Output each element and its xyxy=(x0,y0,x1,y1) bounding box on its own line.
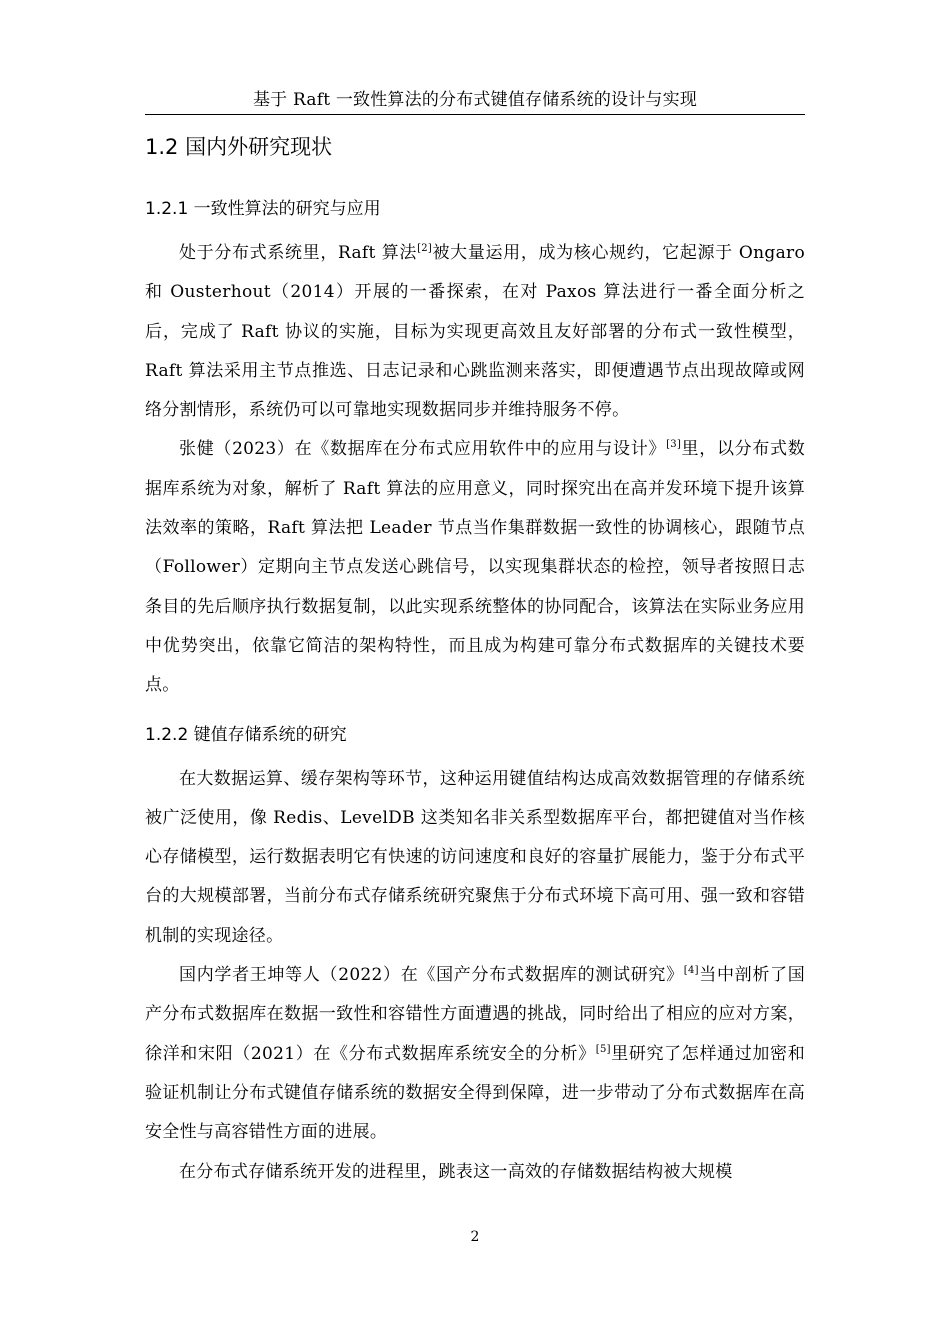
paragraph-text: 在大数据运算、缓存架构等环节，这种运用键值结构达成高效数据管理的存储系统被广泛使用，像 Redis、LevelDB 这类知名非关系型数据库平台，都把键值对当作核心存储模型，运行数据表明它有快速的访问速度和良好的容量扩展能力，鉴于分布式平台的大规模部署，当前分布式存储系统研究聚焦于分布式环境下高可用、强一致和容错机制的实现途径。 xyxy=(145,768,805,946)
paragraph-text: 在分布式存储系统开发的进程里，跳表这一高效的存储数据结构被大规模 xyxy=(179,1161,733,1182)
subsection-heading-2: 1.2.2 键值存储系统的研究 xyxy=(145,724,347,745)
paragraph-text: 当中剖析了国产分布式数据库在数据一致性和容错性方面遭遇的挑战，同时给出了相应的应对方案，徐洋和宋阳（2021）在《分布式数据库系统安全的分析》 xyxy=(145,965,805,1064)
running-header: 基于 Raft 一致性算法的分布式键值存储系统的设计与实现 xyxy=(252,90,698,110)
paragraph-text: 处于分布式系统里，Raft 算法 xyxy=(179,243,418,263)
paragraph xyxy=(145,760,805,956)
subsection-heading-1: 1.2.1 一致性算法的研究与应用 xyxy=(145,199,381,219)
paragraph xyxy=(145,430,805,705)
header-rule xyxy=(145,114,805,115)
paragraph-text: 里，以分布式数据库系统为对象，解析了 Raft 算法的应用意义，同时探究出在高并发环境下提升该算法效率的策略，Raft 算法把 Leader 节点当作集群数据一致性的协调核心，跟随节点（Follower）定期向主节点发送心跳信号，以实现集群状态的检控，领导者按照日志条目的先后顺序执行数据复制，以此实现系统整体的协同配合，该算法在实际业务应用中优势突出，依靠它简洁的架构特性，而且成为构建可靠分布式数据库的关键技术要点。 xyxy=(145,439,805,696)
paragraph-text: 里研究了怎样通过加密和验证机制让分布式键值存储系统的数据安全得到保障，进一步带动了分布式数据库在高安全性与高容错性方面的进展。 xyxy=(145,1043,805,1143)
citation-ref: [4] xyxy=(683,965,699,977)
section-heading: 1.2 国内外研究现状 xyxy=(145,135,333,159)
citation-ref: [5] xyxy=(595,1043,611,1055)
citation-ref: [2] xyxy=(417,243,433,254)
paragraph xyxy=(145,956,805,1152)
page-number: 2 xyxy=(470,1229,480,1245)
paragraph-text: 被大量运用，成为核心规约，它起源于 Ongaro 和 Ousterhout（2014）开展的一番探索，在对 Paxos 算法进行一番全面分析之后，完成了 Raft 协议的实施，目标为实现更高效且友好部署的分布式一致性模型，Raft 算法采用主节点推选、日志记录和心跳监测来落实，即便遭遇节点出现故障或网络分割情形，系统仍可以可靠地实现数据同步并维持服务不停。 xyxy=(145,243,805,421)
paragraph xyxy=(145,234,805,430)
page-content xyxy=(145,122,805,1192)
paragraph-text: 张健（2023）在《数据库在分布式应用软件中的应用与设计》 xyxy=(179,439,667,460)
paragraph-text: 国内学者王坤等人（2022）在《国产分布式数据库的测试研究》 xyxy=(179,965,684,986)
citation-ref: [3] xyxy=(666,439,682,451)
paragraph xyxy=(145,1153,805,1192)
